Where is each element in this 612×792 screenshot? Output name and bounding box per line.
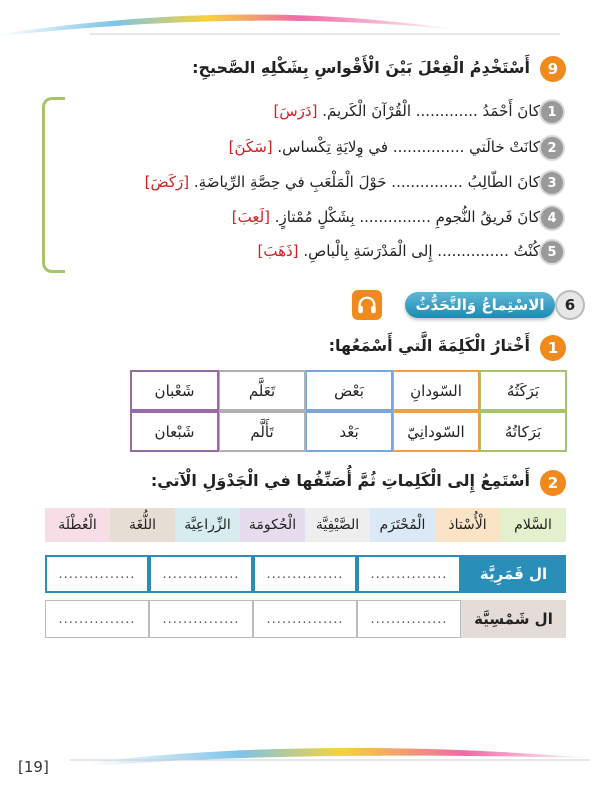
- word-tag: السَّلام: [500, 508, 566, 542]
- sentence-5-number: 5: [541, 241, 563, 263]
- answer-cell[interactable]: ...............: [149, 600, 253, 638]
- row-header-qamariyya: ال قَمَرِيَّة: [461, 555, 566, 593]
- answer-cell[interactable]: ...............: [357, 555, 461, 593]
- answer-cell[interactable]: ...............: [45, 600, 149, 638]
- sentences-bracket: [42, 97, 65, 273]
- sentence-5-verb: [ذَهَبَ]: [257, 242, 299, 260]
- sentence-4: [232, 208, 540, 226]
- word-option[interactable]: بَرَكَتُهُ: [479, 370, 567, 411]
- word-option[interactable]: بَرَكاتُهُ: [479, 411, 567, 452]
- sentence-1: [274, 102, 541, 120]
- word-tag: الْمُحْتَرَم: [370, 508, 435, 542]
- sentence-1-number: 1: [541, 101, 563, 123]
- word-option[interactable]: السّودانِيّ: [392, 411, 480, 452]
- answer-cell[interactable]: ...............: [253, 600, 357, 638]
- sentence-1-verb: [دَرَسَ]: [273, 102, 318, 120]
- answer-cell[interactable]: ...............: [253, 555, 357, 593]
- word-tag: الزِّراعِيَّة: [175, 508, 240, 542]
- word-option[interactable]: شَبْعان: [130, 411, 219, 452]
- answer-cell[interactable]: ...............: [45, 555, 149, 593]
- task-1-number: 1: [540, 335, 566, 361]
- sentence-2-verb: [سَكَنَ]: [228, 138, 273, 156]
- sentence-4-text: كانَ فَريقُ النُّجومِ ............... بِشَكْلٍ مُمْتازٍ.: [270, 208, 540, 226]
- section-6-title: الاسْتِماعُ وَالتَّحَدُّثُ: [415, 296, 545, 314]
- sentence-3-text: كانَ الطّالِبُ ............... حَوْلَ الْمَلْعَبِ في حِصَّةِ الرِّياضَةِ.: [189, 173, 540, 191]
- page-number: [19]: [18, 758, 49, 776]
- word-option[interactable]: بَعْد: [305, 411, 393, 452]
- word-tag: اللُّغَة: [110, 508, 175, 542]
- answer-cell[interactable]: ...............: [149, 555, 253, 593]
- headphones-icon[interactable]: [352, 290, 382, 320]
- sentence-1-text: كانَ أَحْمَدُ ............. الْقُرْآنَ الْكَريمَ.: [317, 102, 540, 120]
- sentence-4-number: 4: [541, 207, 563, 229]
- task-2-heading: أَسْتَمِعُ إِلى الْكَلِماتِ ثُمَّ أُصَنِّفُها في الْجَدْوَلِ الْآتي:: [150, 471, 530, 490]
- bottom-decorative-swoosh: [0, 740, 612, 780]
- answer-cell[interactable]: ...............: [357, 600, 461, 638]
- sentence-2-text: كانَتْ خالَتي ............... في وِلايَةِ تِكْساس.: [272, 138, 540, 156]
- word-tag: الْحُكومَة: [240, 508, 305, 542]
- word-option[interactable]: بَعْض: [305, 370, 393, 411]
- exercise-9-number: 9: [540, 56, 566, 82]
- page-number-value: 19: [23, 758, 43, 776]
- word-tag: الْأُسْتاذ: [435, 508, 500, 542]
- word-option[interactable]: شَعْبان: [130, 370, 219, 411]
- word-option[interactable]: تَأَلَّم: [218, 411, 306, 452]
- word-choice-grid: [130, 370, 567, 452]
- sentence-3-number: 3: [541, 172, 563, 194]
- sentence-3: [145, 173, 540, 191]
- sentence-5: [258, 242, 540, 260]
- word-tag: الصَّيْفِيَّة: [305, 508, 370, 542]
- task-2-number: 2: [540, 470, 566, 496]
- sentence-3-verb: [رَكَضَ]: [144, 173, 190, 191]
- sentence-4-verb: [لَعِبَ]: [231, 208, 270, 226]
- sentence-2-number: 2: [541, 137, 563, 159]
- section-6-number: 6: [555, 290, 585, 320]
- exercise-9-heading: أَسْتَخْدِمُ الْفِعْلَ بَيْنَ الْأَقْواسِ بِشَكْلِهِ الصَّحيحِ:: [192, 58, 530, 77]
- headphones-glyph: [356, 294, 378, 316]
- word-option[interactable]: السّودانِ: [392, 370, 480, 411]
- top-decorative-swoosh: [0, 0, 612, 40]
- row-header-shamsiyya: ال شَمْسِيَّة: [461, 600, 566, 638]
- section-6-banner: [405, 290, 585, 320]
- word-tag: الْعُطْلَة: [45, 508, 110, 542]
- sentence-2: [229, 138, 540, 156]
- task-1-heading: أَخْتارُ الْكَلِمَةَ الَّتي أَسْمَعُها:: [328, 336, 530, 355]
- word-option[interactable]: تَعَلَّم: [218, 370, 306, 411]
- sentence-5-text: كُنْتُ ............... إِلى الْمَدْرَسَةِ بِالْباصِ.: [298, 242, 540, 260]
